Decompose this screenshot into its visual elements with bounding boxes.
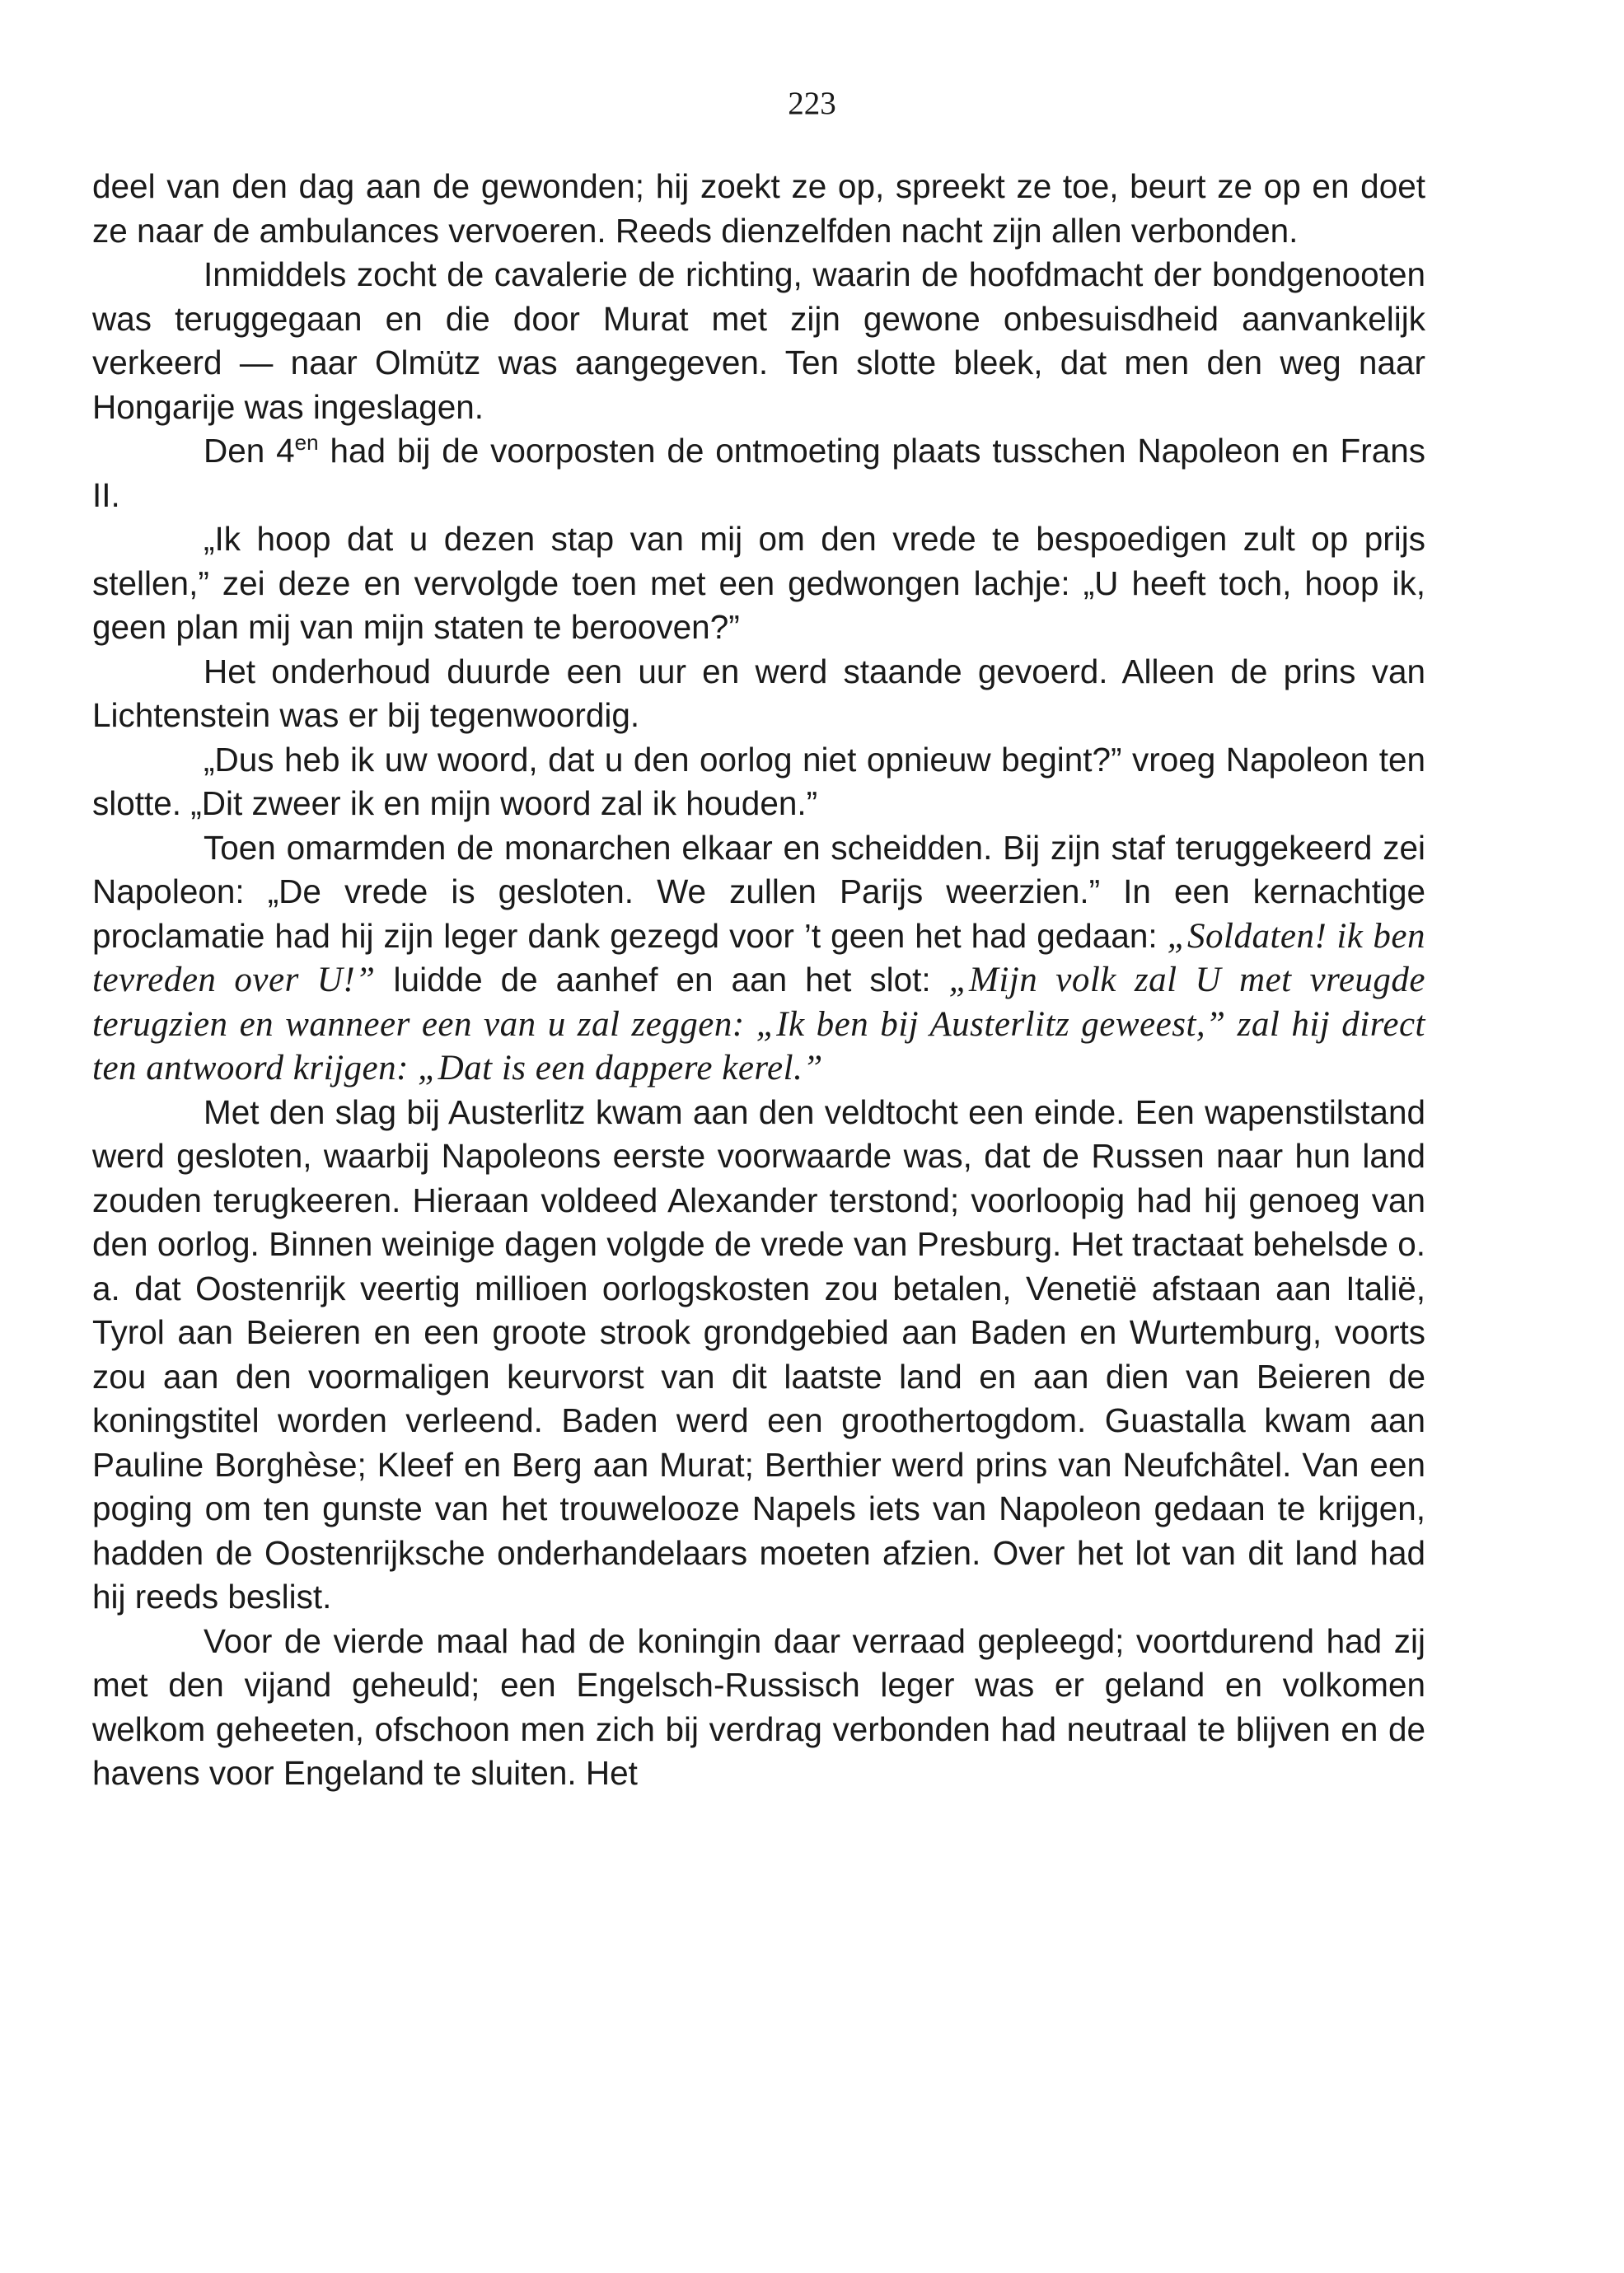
paragraph-3-end: had bij de voorposten de ontmoeting plaats tusschen Napoleon en Frans II. bbox=[92, 432, 1425, 514]
paragraph-5: Het onderhoud duurde een uur en werd staande gevoerd. Alleen de prins van Lichtenstein was er bij tegenwoordig. bbox=[92, 652, 1425, 734]
ordinal-superscript: en bbox=[294, 430, 319, 455]
paragraph-6: „Dus heb ik uw woord, dat u den oorlog niet opnieuw begint?” vroeg Napoleon ten slotte. „Dit zweer ik en mijn woord zal ik houden.” bbox=[92, 740, 1425, 822]
paragraph-7 bbox=[92, 826, 1425, 1091]
paragraph-7-part-1: Toen omarmden de monarchen elkaar en scheidden. Bij zijn staf teruggekeerd zei Napoleon: „De vrede is gesloten. We zullen Parijs weerzien.” In een kernachtige proclamatie had hij zijn leger dank gezegd voor ’t geen het had gedaan: bbox=[92, 828, 1425, 955]
page-number: 223 bbox=[788, 86, 836, 121]
proclamation-opening-quote: „Soldaten! ik ben tevreden over U!” bbox=[92, 916, 1425, 999]
paragraph-3 bbox=[92, 429, 1425, 517]
paragraph-3-start: Den 4 bbox=[204, 432, 295, 470]
paragraph-2: Inmiddels zocht de cavalerie de richting, waarin de hoofdmacht der bondgenooten was teruggegaan en die door Murat met zijn gewone onbesuisdheid aanvankelijk verkeerd — naar Olmütz was aangegeven. Ten slotte bleek, dat men den weg naar Hongarije was ingeslagen. bbox=[92, 255, 1425, 426]
body-text bbox=[92, 165, 1425, 1796]
paragraph-8: Met den slag bij Austerlitz kwam aan den veldtocht een einde. Een wapenstilstand werd gesloten, waarbij Napoleons eerste voorwaarde was, dat de Russen naar hun land zouden terugkeeren. Hieraan voldeed Alexander terstond; voorloopig had hij genoeg van den oorlog. Binnen weinige dagen volgde de vrede van Presburg. Het tractaat behelsde o. a. dat Oostenrijk veertig millioen oorlogskosten zou betalen, Venetië afstaan aan Italië, Tyrol aan Beieren en een groote strook grondgebied aan Baden en Wurtemburg, voorts zou aan den voormaligen keurvorst van dit laatste land en aan dien van Beieren de koningstitel worden verleend. Baden werd een groothertogdom. Guastalla kwam aan Pauline Borghèse; Kleef en Berg aan Murat; Berthier werd prins van Neufchâtel. Van een poging om ten gunste van het trouwelooze Napels iets van Napoleon gedaan te krijgen, hadden de Oostenrijksche onderhandelaars moeten afzien. Over het lot van dit land had hij reeds beslist. bbox=[92, 1092, 1425, 1616]
paragraph-9: Voor de vierde maal had de koningin daar verraad gepleegd; voortdurend had zij met den vijand geheuld; een Engelsch-Russisch leger was er geland en volkomen welkom geheeten, ofschoon men zich bij verdrag verbonden had neutraal te blijven en de havens voor Engeland te sluiten. Het bbox=[92, 1621, 1425, 1792]
proclamation-closing-quote: „Mijn volk zal U met vreugde terugzien en wanneer een van u zal zeggen: „Ik ben bij Austerlitz geweest,” zal hij direct ten antwoord krijgen: „Dat is een dappere kerel.” bbox=[92, 961, 1425, 1087]
paragraph-7-part-2: luidde de aanhef en aan het slot: bbox=[375, 961, 949, 999]
paragraph-4: „Ik hoop dat u dezen stap van mij om den vrede te bespoedigen zult op prijs stellen,” zei deze en vervolgde toen met een gedwongen lachje: „U heeft toch, hoop ik, geen plan mij van mijn staten te berooven?” bbox=[92, 520, 1425, 646]
paragraph-1: deel van den dag aan de gewonden; hij zoekt ze op, spreekt ze toe, beurt ze op en doet ze naar de ambulances vervoeren. Reeds dienzelfden nacht zijn allen verbonden. bbox=[92, 167, 1425, 250]
